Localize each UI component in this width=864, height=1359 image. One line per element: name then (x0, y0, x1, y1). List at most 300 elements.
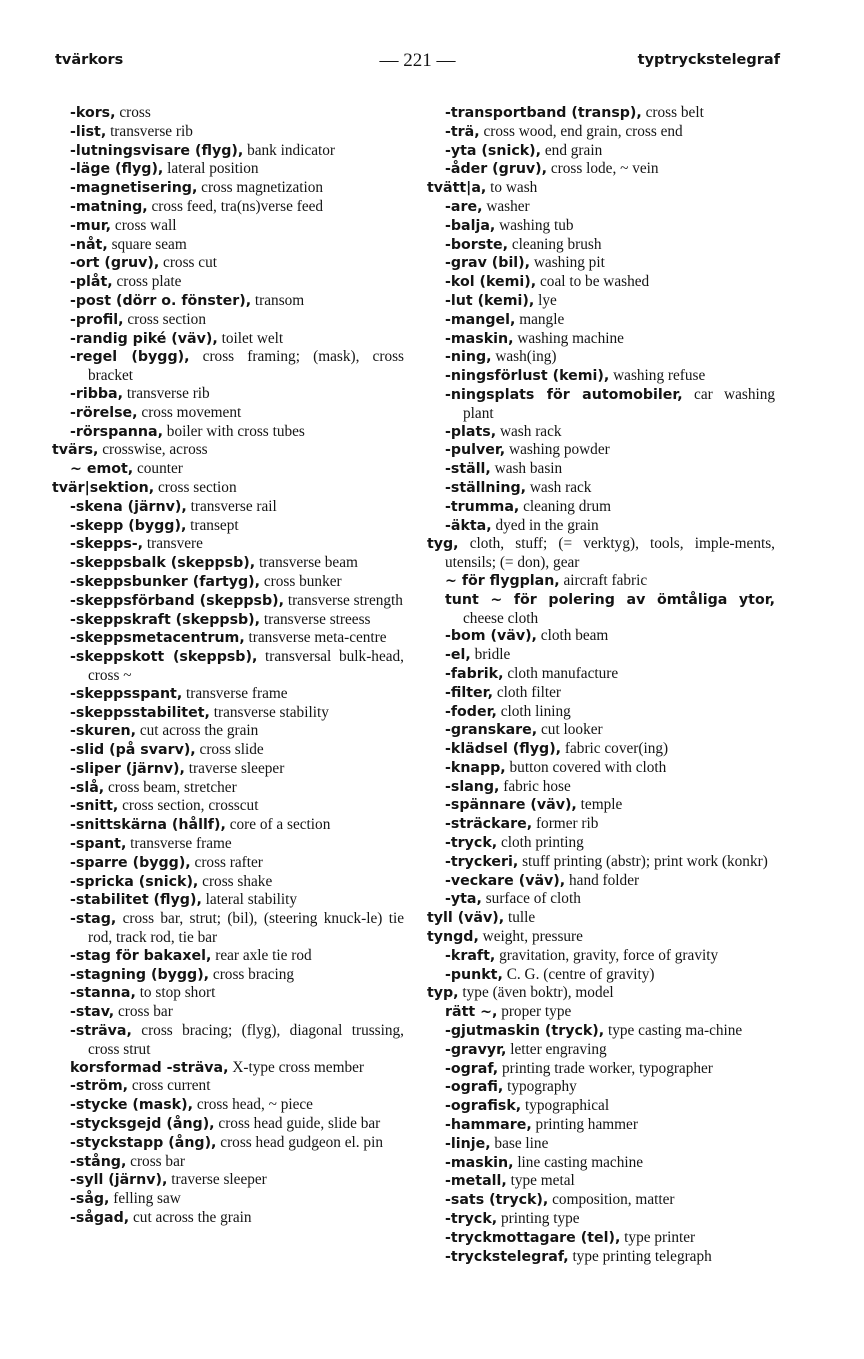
dictionary-subentry (52, 292, 404, 311)
entry-term: tvätt|a, (427, 180, 487, 197)
dictionary-subentry (52, 1115, 404, 1134)
entry-definition: cross plate (116, 273, 182, 291)
entry-term: -ribba, (70, 385, 124, 402)
entry-definition: cut across the grain (139, 722, 259, 740)
dictionary-subentry (52, 498, 404, 517)
entry-definition: cross section (158, 478, 237, 496)
dictionary-subentry (427, 1116, 775, 1135)
entry-term: -borste, (445, 236, 509, 253)
entry-definition: mangle (519, 310, 565, 328)
dictionary-subentry (52, 1153, 404, 1172)
page-number: — 221 — (379, 50, 456, 71)
entry-definition: core of a section (229, 816, 331, 834)
dictionary-subentry (52, 891, 404, 910)
entry-term: -ström, (70, 1078, 129, 1095)
entry-definition: C. G. (centre of gravity) (506, 965, 655, 983)
entry-definition: square seam (111, 235, 187, 253)
entry-term: -trä, (445, 123, 480, 140)
dictionary-subentry (52, 741, 404, 760)
entry-term: -tryckstelegraf, (445, 1248, 569, 1265)
entry-term: -yta (snick), (445, 142, 542, 159)
dictionary-headword-entry (427, 535, 775, 572)
entry-definition: stuff printing (abstr); print work (konkr) (522, 852, 768, 870)
entry-term: -skeppsspant, (70, 685, 183, 702)
entry-definition: former rib (535, 815, 599, 833)
entry-term: -skeppsbalk (skeppsb), (70, 555, 256, 572)
dictionary-subentry (427, 330, 775, 349)
entry-term: -såg, (70, 1191, 110, 1208)
entry-definition: cross (119, 104, 151, 121)
entry-term: -randig piké (väv), (70, 330, 218, 347)
running-head-right: typtryckstelegraf (637, 52, 780, 68)
entry-definition: wash rack (529, 478, 592, 496)
entry-term: rätt ~, (445, 1004, 498, 1021)
dictionary-subentry (52, 648, 404, 685)
entry-definition: transverse frame (186, 684, 288, 702)
dictionary-subentry (52, 1077, 404, 1096)
dictionary-subentry (52, 1059, 404, 1078)
entry-term: korsformad -sträva, (70, 1059, 229, 1076)
entry-term: -hammare, (445, 1117, 532, 1134)
entry-term: -äkta, (445, 517, 492, 534)
entry-term: -ograf, (445, 1060, 499, 1077)
entry-term: typ, (427, 985, 459, 1002)
entry-definition: wash rack (499, 422, 562, 440)
left-column (52, 104, 404, 1228)
dictionary-subentry (427, 386, 775, 423)
entry-definition: typography (507, 1078, 577, 1096)
dictionary-headword-entry (52, 441, 404, 460)
entry-definition: X-type cross member (232, 1058, 365, 1076)
entry-term: -skepps-, (70, 536, 144, 553)
dictionary-subentry (52, 517, 404, 536)
entry-definition: type printer (624, 1228, 696, 1246)
entry-definition: tulle (507, 909, 536, 927)
entry-definition: hand folder (569, 871, 640, 889)
entry-definition: proper type (501, 1003, 572, 1021)
entry-definition: cross wall (114, 216, 177, 234)
entry-definition: transvere (146, 535, 203, 553)
entry-definition: transverse rail (190, 497, 277, 515)
entry-term: -granskare, (445, 722, 538, 739)
entry-definition: aircraft fabric (563, 571, 648, 589)
dictionary-subentry (52, 535, 404, 554)
dictionary-subentry (427, 1210, 775, 1229)
entry-term: -ningsplats för automobiler, (445, 386, 683, 403)
entry-definition: cross section, crosscut (122, 797, 259, 815)
entry-definition: composition, matter (552, 1191, 675, 1209)
entry-term: -trumma, (445, 498, 520, 515)
entry-definition: traverse sleeper (171, 1171, 267, 1189)
dictionary-subentry (427, 498, 775, 517)
entry-definition: dyed in the grain (495, 516, 599, 534)
entry-term: -rörspanna, (70, 423, 163, 440)
dictionary-subentry (52, 311, 404, 330)
entry-definition: cloth filter (496, 683, 561, 701)
entry-term: -stycke (mask), (70, 1097, 193, 1114)
dictionary-subentry (52, 1003, 404, 1022)
entry-definition: washing machine (517, 329, 624, 347)
dictionary-subentry (52, 573, 404, 592)
dictionary-subentry (427, 591, 775, 628)
entry-definition: transverse strength (287, 591, 403, 609)
right-column (427, 104, 775, 1266)
dictionary-subentry (427, 254, 775, 273)
running-head-left: tvärkors (55, 52, 124, 68)
entry-definition: surface of cloth (485, 890, 581, 908)
dictionary-subentry (427, 572, 775, 591)
dictionary-subentry (427, 217, 775, 236)
entry-definition: cloth, stuff; (= verktyg), tools, imple-ments, utensils; (= don), gear (445, 535, 776, 572)
entry-term: -mur, (70, 217, 112, 234)
entry-term: -klädsel (flyg), (445, 741, 562, 758)
entry-definition: cross wood, end grain, cross end (483, 122, 683, 140)
dictionary-subentry (52, 947, 404, 966)
entry-definition: weight, pressure (482, 928, 583, 946)
dictionary-subentry (427, 796, 775, 815)
entry-definition: cross magnetization (201, 179, 324, 197)
entry-term: tunt ~ för polering av ömtåliga ytor, (445, 591, 775, 608)
dictionary-subentry (52, 760, 404, 779)
entry-definition: washing refuse (613, 367, 706, 385)
entry-definition: cross bar, strut; (bil), (steering knuck-le) tie rod, track rod, tie bar (88, 910, 404, 947)
entry-term: -sträva, (70, 1023, 132, 1040)
entry-term: -skeppsförband (skeppsb), (70, 592, 284, 609)
entry-definition: type casting ma-chine (608, 1022, 743, 1040)
entry-term: -regel (bygg), (70, 349, 190, 366)
entry-term: -slang, (445, 778, 500, 795)
dictionary-subentry (52, 385, 404, 404)
entry-definition: cross head guide, slide bar (218, 1115, 381, 1133)
entry-definition: transversal bulk-head, cross ~ (88, 648, 404, 684)
entry-definition: cross bracing (212, 965, 295, 983)
entry-term: -ställning, (445, 479, 527, 496)
entry-term: -stabilitet (flyg), (70, 892, 202, 909)
entry-term: -transportband (transp), (445, 105, 642, 121)
dictionary-subentry (427, 759, 775, 778)
dictionary-subentry (52, 1171, 404, 1190)
dictionary-subentry (427, 853, 775, 872)
entry-definition: to stop short (139, 984, 216, 1002)
dictionary-subentry (427, 1172, 775, 1191)
entry-term: -rörelse, (70, 404, 138, 421)
entry-term: -pulver, (445, 442, 506, 459)
dictionary-subentry (52, 123, 404, 142)
entry-term: -balja, (445, 217, 496, 234)
entry-term: -åder (gruv), (445, 161, 548, 178)
entry-definition: cleaning drum (523, 497, 612, 515)
entry-definition: type printing telegraph (572, 1247, 712, 1265)
entry-definition: transept (190, 516, 239, 534)
entry-definition: base line (494, 1134, 549, 1152)
dictionary-subentry (427, 834, 775, 853)
entry-definition: button covered with cloth (509, 758, 667, 776)
dictionary-subentry (427, 367, 775, 386)
entry-definition: transverse rib (126, 384, 210, 402)
dictionary-subentry (427, 1022, 775, 1041)
entry-definition: cloth manufacture (507, 664, 619, 682)
dictionary-subentry (52, 160, 404, 179)
entry-term: -punkt, (445, 966, 503, 983)
entry-definition: lye (538, 291, 557, 309)
entry-term: -sträckare, (445, 816, 533, 833)
dictionary-subentry (52, 236, 404, 255)
dictionary-subentry (427, 627, 775, 646)
entry-term: -stanna, (70, 985, 136, 1002)
entry-term: -el, (445, 647, 471, 664)
entry-term: -ningsförlust (kemi), (445, 368, 610, 385)
entry-definition: cross head gudgeon el. pin (220, 1133, 383, 1151)
dictionary-subentry (427, 646, 775, 665)
dictionary-headword-entry (427, 909, 775, 928)
dictionary-subentry (427, 123, 775, 142)
entry-term: -profil, (70, 311, 124, 328)
entry-definition: fabric hose (503, 777, 571, 795)
dictionary-subentry (52, 217, 404, 236)
entry-term: -skeppskraft (skeppsb), (70, 611, 261, 628)
entry-term: -ografisk, (445, 1098, 522, 1115)
entry-term: tvär|sektion, (52, 479, 155, 496)
entry-term: -mangel, (445, 311, 516, 328)
dictionary-subentry (427, 1078, 775, 1097)
page-header (55, 50, 780, 78)
dictionary-subentry (427, 1097, 775, 1116)
dictionary-subentry (52, 198, 404, 217)
dictionary-subentry (52, 554, 404, 573)
dictionary-subentry (427, 517, 775, 536)
entry-definition: bank indicator (247, 141, 336, 159)
entry-definition: cross feed, tra(ns)verse feed (151, 197, 324, 215)
entry-term: -plåt, (70, 274, 113, 291)
entry-term: tyll (väv), (427, 910, 505, 927)
entry-definition: transverse frame (130, 835, 232, 853)
entry-definition: line casting machine (517, 1153, 644, 1171)
dictionary-subentry (427, 273, 775, 292)
entry-definition: cross framing; (mask), cross bracket (88, 348, 404, 385)
entry-term: -kraft, (445, 947, 496, 964)
entry-term: -skena (järnv), (70, 498, 187, 515)
dictionary-subentry (427, 1191, 775, 1210)
entry-term: -are, (445, 198, 483, 215)
dictionary-subentry (52, 611, 404, 630)
dictionary-subentry (427, 1060, 775, 1079)
entry-definition: cloth beam (540, 627, 609, 645)
entry-definition: transom (254, 291, 305, 309)
entry-term: -skepp (bygg), (70, 517, 187, 534)
entry-definition: type metal (510, 1172, 575, 1190)
entry-definition: cross rafter (194, 853, 263, 871)
entry-term: tvärs, (52, 442, 99, 459)
entry-definition: transverse stability (213, 703, 329, 721)
entry-definition: cut looker (541, 721, 603, 739)
dictionary-subentry (52, 142, 404, 161)
entry-definition: lateral position (167, 160, 259, 178)
dictionary-subentry (52, 330, 404, 349)
entry-term: -gjutmaskin (tryck), (445, 1023, 605, 1040)
entry-definition: transverse beam (258, 554, 358, 572)
entry-definition: type (även boktr), model (462, 984, 614, 1002)
dictionary-subentry (427, 292, 775, 311)
entry-term: -foder, (445, 703, 497, 720)
entry-term: -stag, (70, 911, 117, 928)
entry-definition: boiler with cross tubes (166, 422, 305, 440)
dictionary-subentry (427, 1135, 775, 1154)
entry-term: -styckstapp (ång), (70, 1134, 217, 1151)
entry-definition: toilet welt (221, 329, 284, 347)
dictionary-subentry (427, 348, 775, 367)
dictionary-subentry (52, 779, 404, 798)
entry-term: -linje, (445, 1135, 491, 1152)
entry-term: -maskin, (445, 330, 514, 347)
entry-term: -plats, (445, 423, 497, 440)
entry-term: -skeppskott (skeppsb), (70, 649, 258, 666)
entry-term: -syll (järnv), (70, 1172, 168, 1189)
entry-term: -bom (väv), (445, 628, 537, 645)
entry-definition: washing pit (533, 254, 605, 272)
entry-definition: printing hammer (535, 1116, 638, 1134)
entry-definition: bridle (474, 646, 511, 664)
dictionary-subentry (427, 236, 775, 255)
entry-term: tyg, (427, 536, 459, 553)
dictionary-subentry (52, 1022, 404, 1059)
entry-term: -slid (på svarv), (70, 742, 196, 759)
entry-term: -snittskärna (hållf), (70, 817, 226, 834)
entry-definition: washing tub (499, 216, 574, 234)
entry-definition: cross bar (118, 1003, 173, 1021)
entry-definition: coal to be washed (540, 273, 650, 291)
entry-term: -ografi, (445, 1079, 504, 1096)
entry-definition: cross cut (163, 254, 217, 272)
dictionary-subentry (427, 872, 775, 891)
entry-term: -tryck, (445, 835, 498, 852)
entry-definition: wash(ing) (495, 348, 557, 366)
entry-term: -stycksgejd (ång), (70, 1116, 215, 1133)
dictionary-subentry (52, 873, 404, 892)
dictionary-subentry (427, 198, 775, 217)
dictionary-subentry (427, 703, 775, 722)
dictionary-subentry (52, 966, 404, 985)
dictionary-subentry (427, 1248, 775, 1267)
entry-term: ~ emot, (70, 461, 134, 478)
entry-definition: cut across the grain (133, 1209, 252, 1227)
entry-term: -spricka (snick), (70, 873, 199, 890)
dictionary-subentry (52, 460, 404, 479)
entry-term: -sats (tryck), (445, 1192, 549, 1209)
entry-term: -skeppsmetacentrum, (70, 630, 245, 647)
dictionary-subentry (427, 740, 775, 759)
dictionary-subentry (52, 722, 404, 741)
entry-definition: counter (136, 460, 183, 478)
entry-definition: rear axle tie rod (215, 946, 312, 964)
dictionary-subentry (427, 479, 775, 498)
entry-term: -skeppsstabilitet, (70, 704, 210, 721)
entry-definition: cross movement (141, 403, 242, 421)
dictionary-headword-entry (427, 928, 775, 947)
entry-term: -stag för bakaxel, (70, 947, 212, 964)
dictionary-subentry (52, 1134, 404, 1153)
dictionary-headword-entry (52, 479, 404, 498)
entry-definition: end grain (544, 141, 603, 159)
entry-term: ~ för flygplan, (445, 572, 560, 589)
dictionary-subentry (52, 797, 404, 816)
entry-definition: cross head, ~ piece (196, 1096, 313, 1114)
entry-term: -stång, (70, 1153, 127, 1170)
entry-term: -yta, (445, 891, 482, 908)
entry-term: -lut (kemi), (445, 292, 535, 309)
entry-term: -skeppsbunker (fartyg), (70, 573, 261, 590)
dictionary-subentry (52, 273, 404, 292)
dictionary-subentry (52, 1190, 404, 1209)
dictionary-subentry (427, 311, 775, 330)
dictionary-subentry (52, 910, 404, 947)
dictionary-subentry (52, 1096, 404, 1115)
entry-definition: cross bunker (263, 572, 342, 590)
entry-term: -metall, (445, 1173, 507, 1190)
entry-definition: cross belt (645, 104, 704, 121)
entry-definition: cross beam, stretcher (108, 778, 237, 796)
entry-definition: gravitation, gravity, force of gravity (499, 946, 719, 964)
entry-definition: felling saw (113, 1190, 181, 1208)
entry-term: -post (dörr o. fönster), (70, 292, 252, 309)
dictionary-subentry (427, 460, 775, 479)
entry-definition: temple (580, 796, 623, 814)
entry-term: -stagning (bygg), (70, 966, 210, 983)
dictionary-subentry (427, 684, 775, 703)
entry-term: -magnetisering, (70, 180, 198, 197)
dictionary-subentry (52, 685, 404, 704)
entry-term: -snitt, (70, 798, 119, 815)
dictionary-subentry (52, 704, 404, 723)
entry-definition: cross shake (202, 872, 273, 890)
entry-definition: typographical (524, 1097, 610, 1115)
dictionary-subentry (427, 778, 775, 797)
entry-definition: washing powder (509, 441, 610, 459)
entry-definition: car washing plant (463, 385, 776, 422)
dictionary-subentry (52, 179, 404, 198)
entry-definition: cloth lining (500, 702, 571, 720)
entry-term: -veckare (väv), (445, 872, 566, 889)
entry-term: tyngd, (427, 929, 479, 946)
entry-definition: cross current (131, 1077, 211, 1095)
entry-term: -tryckeri, (445, 853, 519, 870)
entry-definition: wash basin (494, 460, 563, 478)
entry-definition: lateral stability (205, 891, 297, 909)
entry-definition: cross lode, ~ vein (550, 160, 659, 178)
dictionary-subentry (427, 423, 775, 442)
entry-term: -sliper (järnv), (70, 760, 185, 777)
dictionary-subentry (427, 160, 775, 179)
dictionary-headword-entry (427, 984, 775, 1003)
entry-definition: to wash (490, 179, 538, 197)
entry-term: -ort (gruv), (70, 255, 160, 272)
entry-definition: printing trade worker, typographer (501, 1059, 713, 1077)
entry-term: -ning, (445, 349, 492, 366)
entry-term: -fabrik, (445, 665, 504, 682)
entry-definition: cross slide (199, 741, 264, 759)
entry-term: -grav (bil), (445, 255, 531, 272)
entry-term: -filter, (445, 684, 493, 701)
entry-term: -kol (kemi), (445, 274, 537, 291)
dictionary-subentry (52, 854, 404, 873)
dictionary-subentry (52, 816, 404, 835)
dictionary-subentry (52, 104, 404, 123)
entry-definition: cross bar (130, 1152, 185, 1170)
dictionary-subentry (52, 423, 404, 442)
entry-term: -gravyr, (445, 1041, 507, 1058)
entry-term: -spant, (70, 836, 127, 853)
entry-definition: cross bracing; (flyg), diagonal trussing, cross strut (88, 1022, 404, 1058)
dictionary-subentry (427, 441, 775, 460)
